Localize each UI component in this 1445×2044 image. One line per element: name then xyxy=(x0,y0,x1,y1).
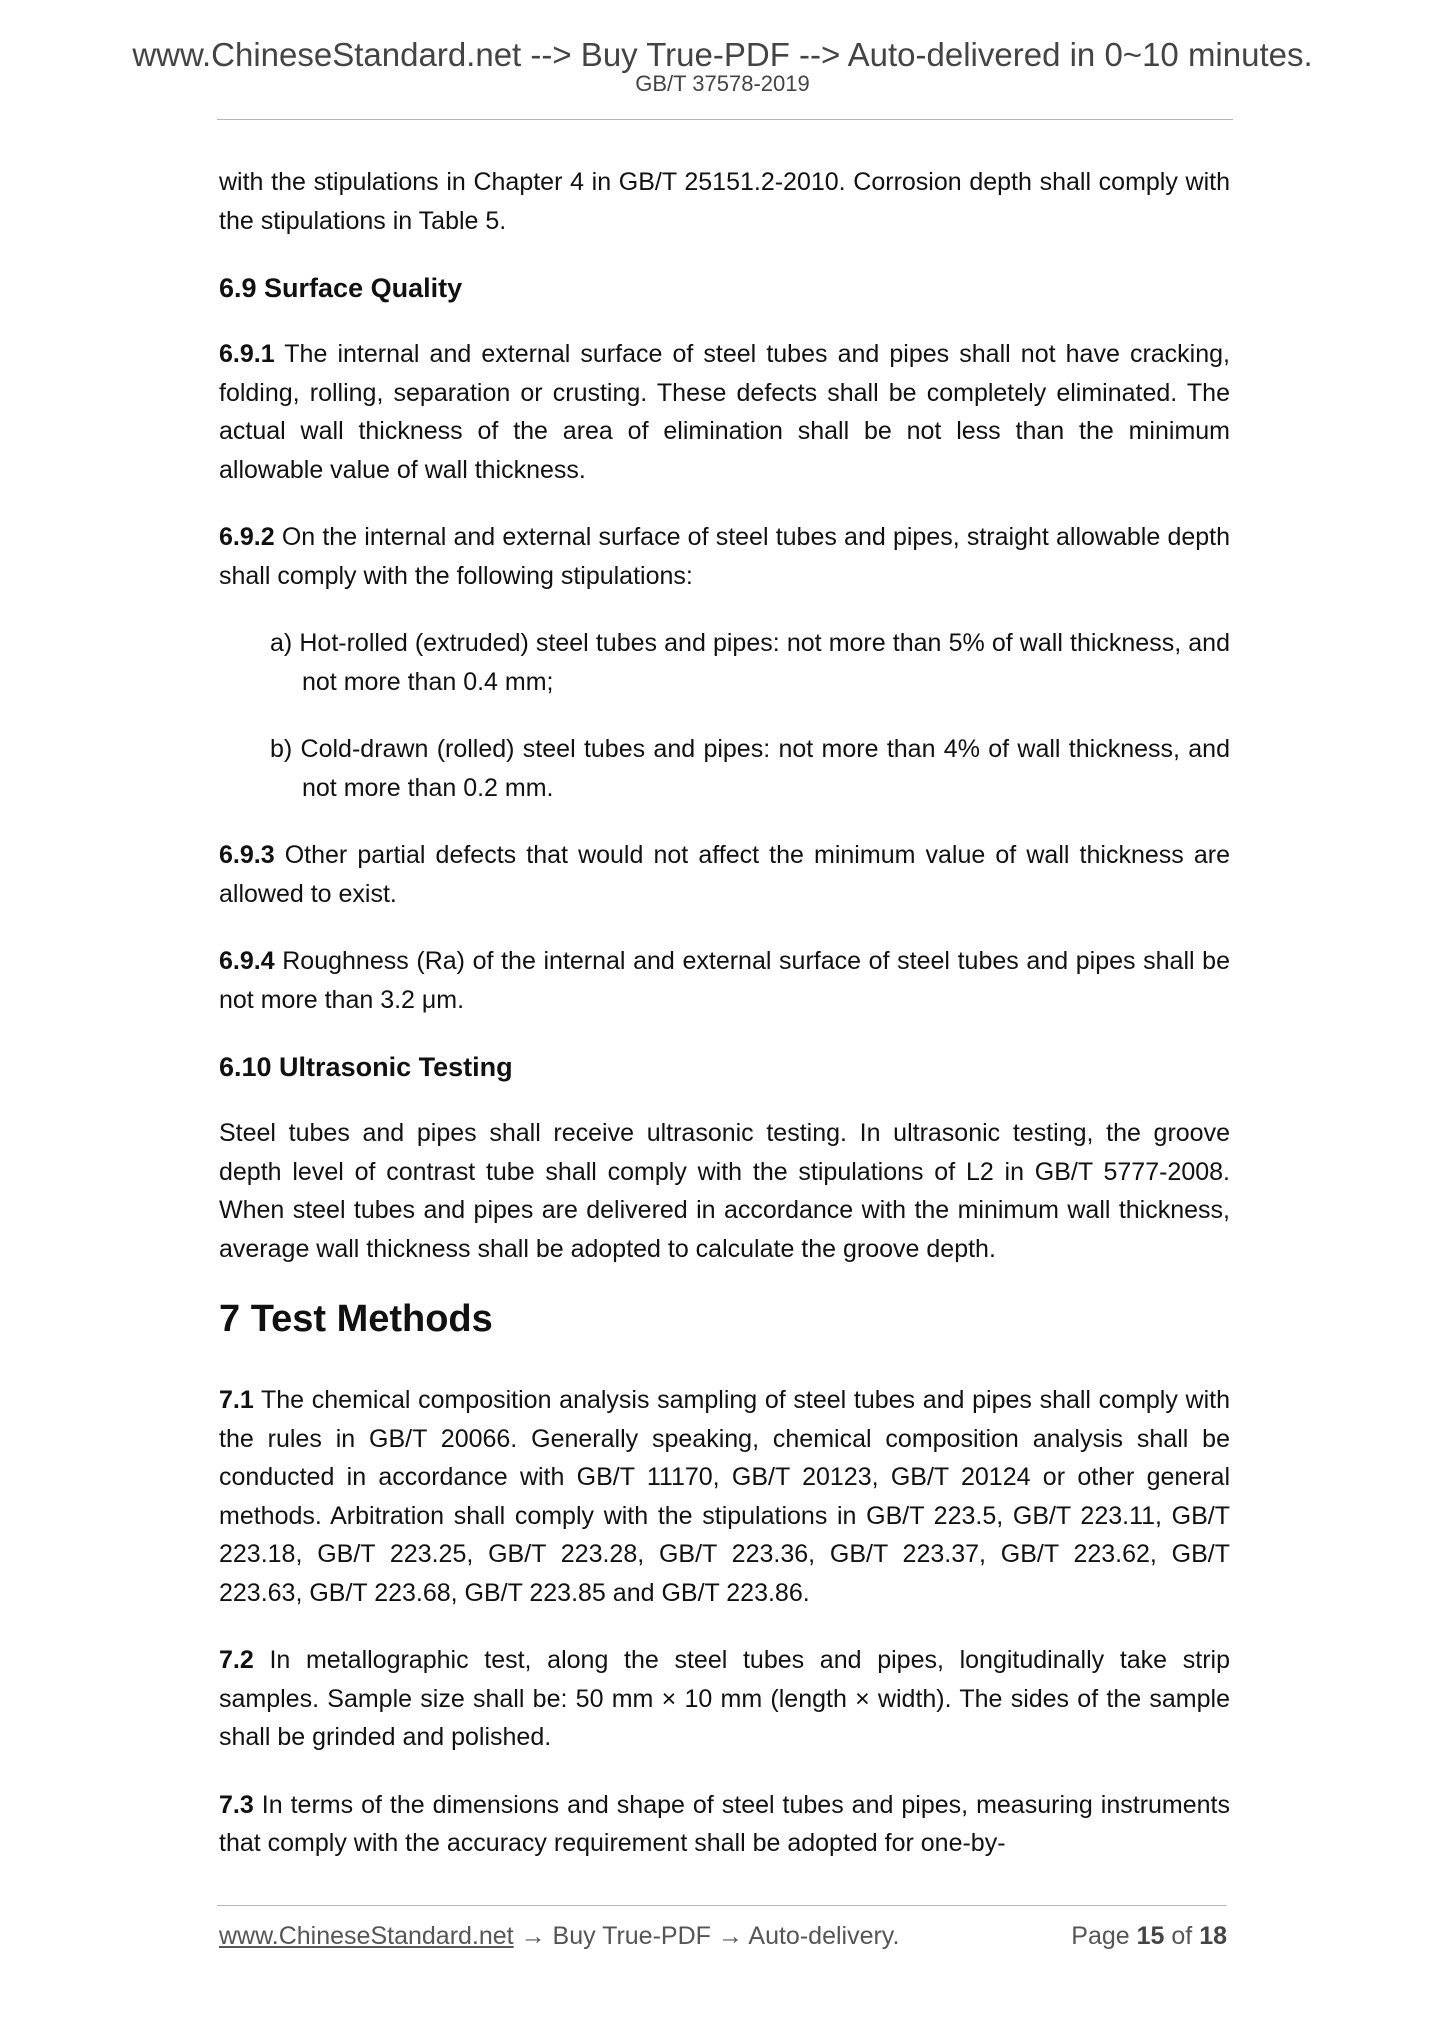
page-total: 18 xyxy=(1199,1922,1227,1950)
page-footer xyxy=(219,1918,1227,1954)
clause-text: In terms of the dimensions and shape of steel tubes and pipes, measuring instruments that comply with the accuracy requirement shall be adopted for one-by- xyxy=(219,1790,1231,1857)
clause-number: 7.2 xyxy=(219,1646,254,1674)
clause-text: The chemical composition analysis sampling of steel tubes and pipes shall comply with the rules in GB/T 20066. Generally speaking, chemical composition analysis shall be conducted in accordance with GB/T 11170, GB/T 20123, GB/T 20124 or other general methods. Arbitration shall comply with the stipulations in GB/T 223.5, GB/T 223.11, GB/T 223.18, GB/T 223.25, GB/T 223.28, GB/T 223.36, GB/T 223.37, GB/T 223.62, GB/T 223.63, GB/T 223.68, GB/T 223.85 and GB/T 223.86. xyxy=(219,1386,1230,1607)
page-of-label: of xyxy=(1171,1922,1193,1950)
clause-text: In metallographic test, along the steel tubes and pipes, longitudinally take strip samples. Sample size shall be: 50 mm × 10 mm (length × width). The sides of the sample shall be grinded and polished. xyxy=(219,1646,1230,1751)
clause-6-9-1 xyxy=(219,335,1230,489)
paragraph-6-10: Steel tubes and pipes shall receive ultrasonic testing. In ultrasonic testing, the groove depth level of contrast tube shall comply with the stipulations of L2 in GB/T 5777-2008. When steel tubes and pipes are delivered in accordance with the minimum wall thickness, average wall thickness shall be adopted to calculate the groove depth. xyxy=(219,1119,1230,1263)
footer-site-link[interactable]: www.ChineseStandard.net xyxy=(219,1922,514,1950)
clause-7-3 xyxy=(219,1786,1230,1863)
clause-number: 6.9.2 xyxy=(219,523,275,551)
standard-code: GB/T 37578-2019 xyxy=(635,71,810,96)
clause-text: The internal and external surface of steel tubes and pipes shall not have cracking, folding, rolling, separation or crusting. These defects shall be completely eliminated. The actual wall thickness of the area of elimination shall be not less than the minimum allowable value of wall thickness. xyxy=(219,340,1230,484)
page-current: 15 xyxy=(1136,1922,1165,1950)
clause-6-9-4 xyxy=(219,942,1230,1019)
page-content xyxy=(219,163,1230,1892)
list-item-b: b) Cold-drawn (rolled) steel tubes and pipes: not more than 4% of wall thickness, and not more than 0.2 mm. xyxy=(270,735,1230,802)
footer-tagline: → Buy True-PDF → Auto-delivery. xyxy=(520,1922,900,1950)
clause-number: 6.9.3 xyxy=(219,841,275,869)
clause-number: 7.3 xyxy=(219,1790,254,1819)
clause-7-1 xyxy=(219,1381,1230,1612)
section-heading-6-10: 6.10 Ultrasonic Testing xyxy=(219,1052,513,1082)
page-label: Page xyxy=(1071,1922,1130,1950)
clause-6-9-2 xyxy=(219,518,1230,595)
clause-text: On the internal and external surface of steel tubes and pipes, straight allowable depth shall comply with the following stipulations: xyxy=(219,523,1231,590)
intro-paragraph: with the stipulations in Chapter 4 in GB/T 25151.2-2010. Corrosion depth shall comply with the stipulations in Table 5. xyxy=(219,168,1230,235)
clause-6-9-3 xyxy=(219,836,1230,913)
clause-number: 7.1 xyxy=(219,1386,254,1414)
header-banner: www.ChineseStandard.net --> Buy True-PDF --> Auto-delivered in 0~10 minutes. xyxy=(132,36,1313,73)
chapter-heading-7: 7 Test Methods xyxy=(219,1298,493,1340)
header-divider xyxy=(217,119,1233,120)
clause-7-2 xyxy=(219,1641,1230,1757)
section-heading-6-9: 6.9 Surface Quality xyxy=(219,273,463,303)
clause-number: 6.9.1 xyxy=(219,340,275,368)
footer-divider xyxy=(217,1905,1227,1906)
list-item-a: a) Hot-rolled (extruded) steel tubes and pipes: not more than 5% of wall thickness, and not more than 0.4 mm; xyxy=(270,629,1230,696)
clause-text: Roughness (Ra) of the internal and external surface of steel tubes and pipes shall be not more than 3.2 μm. xyxy=(219,947,1230,1014)
clause-text: Other partial defects that would not affect the minimum value of wall thickness are allowed to exist. xyxy=(219,841,1230,908)
page-indicator xyxy=(1071,1918,1227,1954)
clause-number: 6.9.4 xyxy=(219,947,275,975)
